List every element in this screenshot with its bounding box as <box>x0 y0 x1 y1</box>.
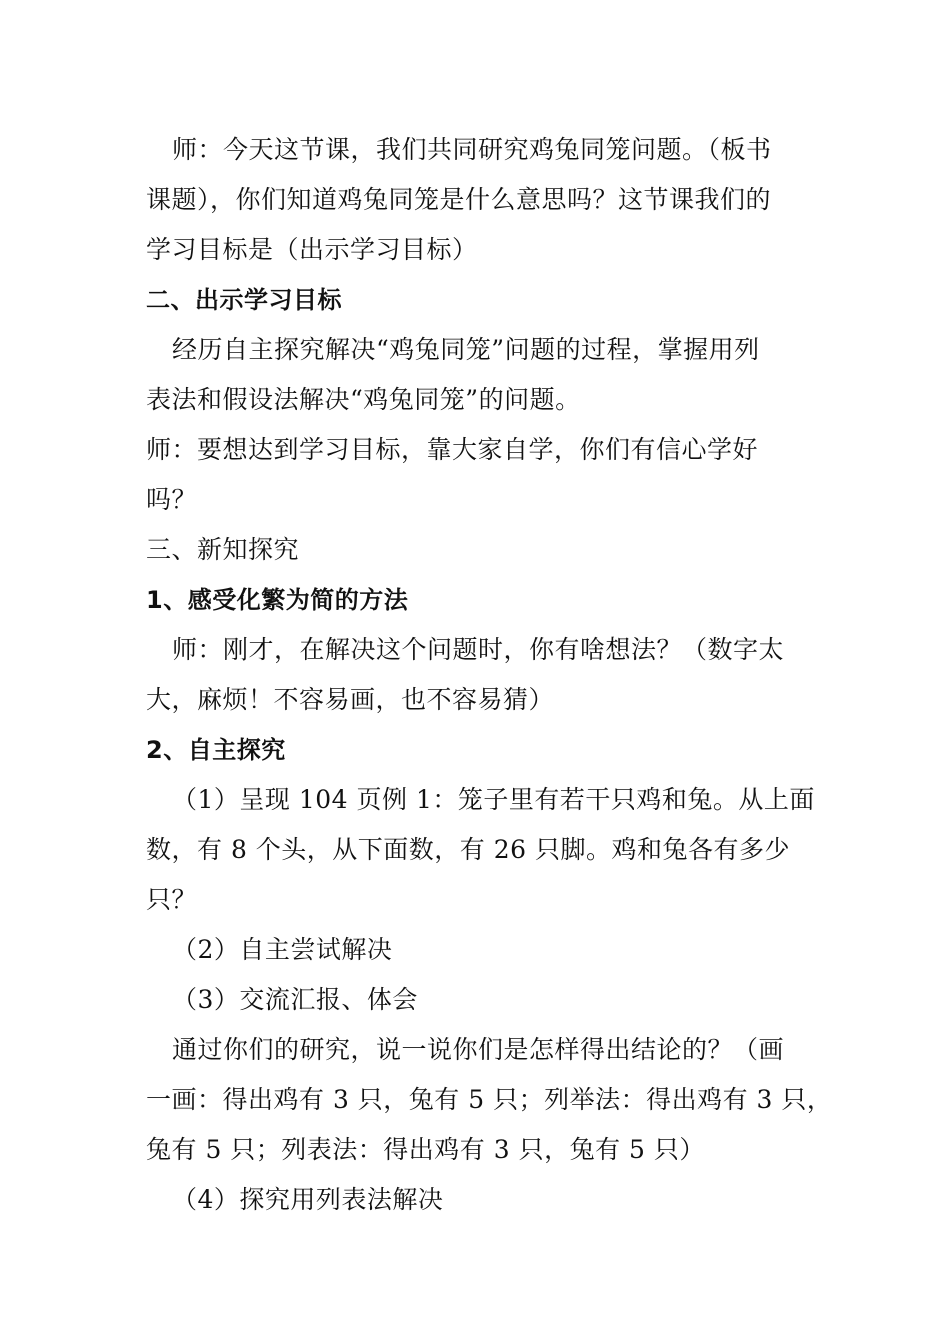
paragraph-line: 表法和假设法解决“鸡兔同笼”的问题。 <box>146 385 581 414</box>
paragraph-line: 师：今天这节课，我们共同研究鸡兔同笼问题。（板书 <box>172 135 772 164</box>
paragraph-line: （4）探究用列表法解决 <box>172 1185 444 1214</box>
section-heading: 三、新知探究 <box>146 535 300 564</box>
paragraph-line: （3）交流汇报、体会 <box>172 985 418 1014</box>
paragraph-line: 只？ <box>146 885 198 914</box>
subsection-heading: 2、自主探究 <box>146 736 286 764</box>
paragraph-line: 大，麻烦！不容易画，也不容易猜） <box>146 685 555 714</box>
section-heading: 二、出示学习目标 <box>146 286 342 314</box>
paragraph-line: 兔有 5 只；列表法：得出鸡有 3 只，兔有 5 只） <box>146 1135 705 1164</box>
paragraph-line: 吗？ <box>146 485 198 514</box>
paragraph-line: 数，有 8 个头，从下面数，有 26 只脚。鸡和兔各有多少 <box>146 835 791 864</box>
paragraph-line: 学习目标是（出示学习目标） <box>146 235 478 264</box>
paragraph-line: 经历自主探究解决“鸡兔同笼”问题的过程，掌握用列 <box>172 335 760 364</box>
paragraph-line: 师：要想达到学习目标，靠大家自学，你们有信心学好 <box>146 435 759 464</box>
subsection-heading: 1、感受化繁为简的方法 <box>146 586 409 614</box>
paragraph-line: 一画：得出鸡有 3 只，兔有 5 只；列举法：得出鸡有 3 只， <box>146 1085 833 1114</box>
paragraph-line: 通过你们的研究，说一说你们是怎样得出结论的？（画 <box>172 1035 785 1064</box>
paragraph-line: （2）自主尝试解决 <box>172 935 393 964</box>
paragraph-line: 师：刚才，在解决这个问题时，你有啥想法？（数字太 <box>172 635 785 664</box>
paragraph-line: 课题），你们知道鸡兔同笼是什么意思吗？这节课我们的 <box>146 185 772 214</box>
paragraph-line: （1）呈现 104 页例 1：笼子里有若干只鸡和兔。从上面 <box>172 785 815 814</box>
